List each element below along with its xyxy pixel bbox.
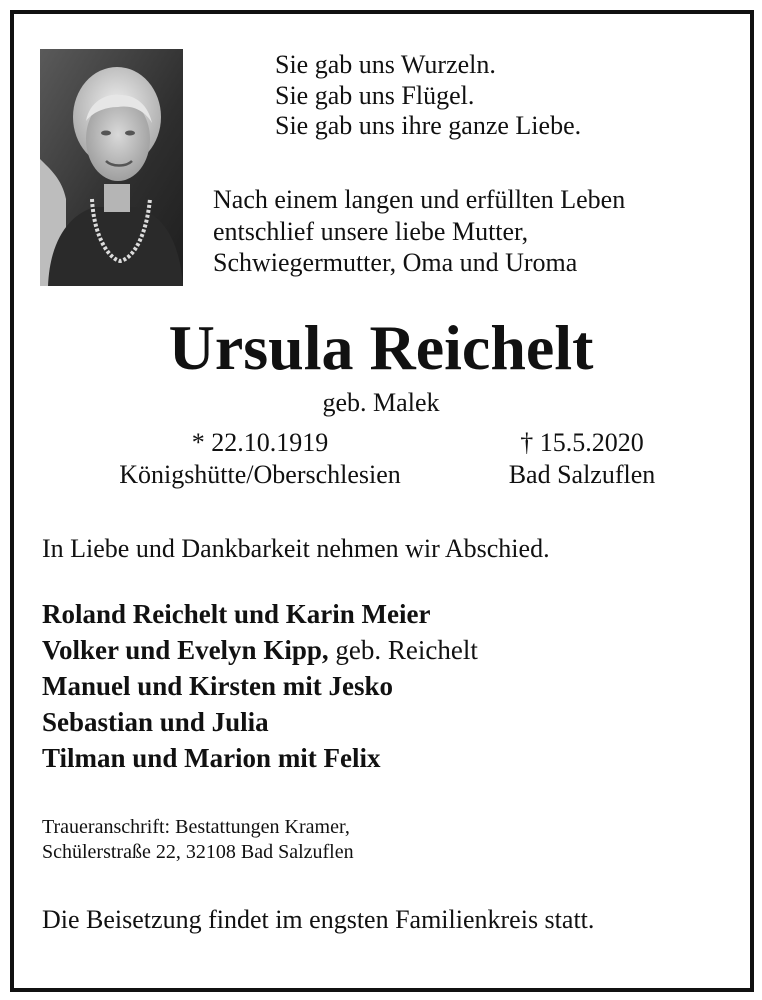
family-member (42, 740, 478, 776)
poem-line: Sie gab uns ihre ganze Liebe. (275, 111, 582, 140)
farewell-text: In Liebe und Dankbarkeit nehmen wir Abschied. (42, 534, 550, 563)
family-member-name: Sebastian und Julia (42, 707, 269, 737)
poem-line: Sie gab uns Flügel. (275, 80, 475, 110)
family-member-note: geb. Reichelt (328, 635, 478, 665)
birth-date: * 22.10.1919 (191, 428, 329, 457)
maiden-name: geb. Malek (322, 388, 440, 417)
address-line: Traueranschrift: Bestattungen Kramer, (42, 816, 350, 838)
address-line: Schülerstraße 22, 32108 Bad Salzuflen (42, 841, 354, 863)
burial-note: Die Beisetzung findet im engsten Familienkreis statt. (42, 905, 595, 934)
family-member (42, 704, 478, 740)
deceased-name: Ursula Reichelt (168, 312, 594, 383)
family-member (42, 632, 478, 668)
intro-line: Nach einem langen und erfüllten Leben (213, 185, 626, 214)
poem-verse (275, 50, 581, 142)
intro-text (213, 184, 625, 279)
family-member (42, 596, 478, 632)
poem-line: Sie gab uns Wurzeln. (275, 50, 496, 79)
family-list (42, 596, 478, 776)
portrait-image (40, 49, 183, 286)
family-member-name: Volker und Evelyn Kipp, (42, 635, 329, 665)
intro-line: entschlief unsere liebe Mutter, (213, 216, 529, 246)
family-member-name: Tilman und Marion mit Felix (42, 743, 381, 773)
death-place: Bad Salzuflen (508, 460, 656, 489)
birth-place: Königshütte/Oberschlesien (119, 460, 401, 489)
family-member (42, 668, 478, 704)
death-info (465, 427, 699, 491)
intro-line: Schwiegermutter, Oma und Uroma (213, 248, 578, 277)
mourning-address (42, 815, 354, 865)
birth-info (60, 427, 460, 491)
death-date: † 15.5.2020 (520, 428, 644, 457)
family-member-name: Roland Reichelt und Karin Meier (42, 599, 431, 629)
portrait-photo (40, 49, 183, 286)
family-member-name: Manuel und Kirsten mit Jesko (42, 671, 394, 701)
